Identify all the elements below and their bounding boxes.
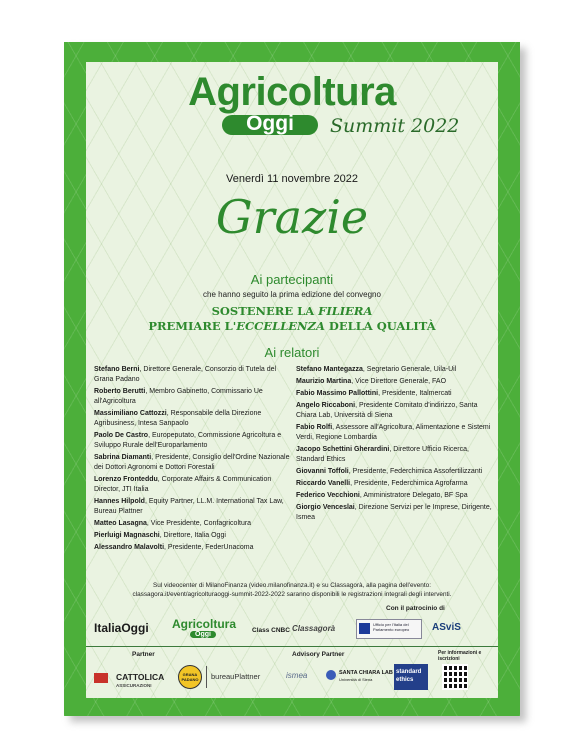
speaker-role: , Equity Partner, LL.M. International Tax Law, Bureau Plattner — [94, 498, 284, 515]
eu-flag-icon — [359, 623, 370, 634]
italiaoggi-logo: ItaliaOggi — [94, 621, 149, 635]
speaker-role: , Vice Presidente, Confagricoltura — [146, 520, 252, 527]
grana-logo-text: GRANA PADANO — [181, 672, 199, 682]
event-date: Venerdì 11 novembre 2022 — [226, 173, 358, 185]
speaker-role: , Presidente Comitato d'indirizzo, Santa Chiara Lab, Università di Siena — [296, 402, 478, 419]
speaker-item — [94, 531, 292, 541]
santa-chiara-icon — [326, 670, 336, 680]
speaker-name: Riccardo Vanelli — [296, 480, 351, 487]
speaker-item — [94, 497, 292, 517]
convention-line-1 — [86, 304, 498, 318]
speaker-name: Maurizio Martina — [296, 378, 352, 385]
santa-chiara-logo-sub: Università di Siena — [339, 677, 373, 682]
speakers-heading: Ai relatori — [264, 345, 320, 360]
speaker-name: Hannes Hilpold — [94, 498, 145, 505]
speaker-role: , Amministratore Delegato, BF Spa — [359, 492, 468, 499]
speaker-name: Roberto Berutti — [94, 388, 146, 395]
speaker-name: Lorenzo Fronteddu — [94, 476, 158, 483]
speaker-item — [94, 431, 292, 451]
asvis-logo: ASviS — [432, 622, 461, 633]
footer-line-1: Sul videocenter di MilanoFinanza (video.milanofinanza.it) e su Classagorà, alla pagina dell'evento: — [153, 582, 431, 589]
speaker-name: Pierluigi Magnaschi — [94, 532, 160, 539]
speaker-item — [296, 389, 494, 399]
agricoltura-logo: Agricoltura — [172, 617, 237, 631]
speaker-name: Angelo Riccaboni — [296, 402, 356, 409]
conv-text: PREMIARE L' — [148, 319, 237, 333]
eu-parliament-logo — [356, 619, 422, 639]
jti-logo-icon — [94, 673, 108, 683]
poster-panel — [86, 62, 498, 698]
grana-padano-logo — [178, 665, 202, 689]
speaker-role: , Presidente, FederUnacoma — [164, 544, 254, 551]
speaker-name: Giorgio Venceslai — [296, 504, 355, 511]
brand-subtitle: Oggi — [246, 112, 294, 135]
grazie-title: Grazie — [215, 190, 369, 244]
conv-text: SOSTENERE LA — [211, 304, 319, 318]
partner-divider — [206, 666, 207, 688]
speaker-item — [296, 467, 494, 477]
conv-emph: ECCELLENZA — [236, 319, 325, 333]
standard-ethics-logo — [394, 664, 428, 690]
speaker-role: , Vice Direttore Generale, FAO — [351, 378, 447, 385]
speaker-name: Alessandro Malavolti — [94, 544, 165, 551]
speaker-item — [296, 423, 494, 443]
cattolica-logo-sub: ASSICURAZIONI — [116, 683, 152, 688]
convention-line-2 — [86, 319, 498, 333]
qr-code[interactable] — [442, 664, 468, 690]
info-label: Per informazioni e iscrizioni — [438, 650, 482, 662]
speaker-item — [296, 445, 494, 465]
speaker-role: , Assessore all'Agricoltura, Alimentazione e Sistemi Verdi, Regione Lombardia — [296, 424, 491, 441]
participants-heading: Ai partecipanti — [250, 272, 334, 287]
speaker-item — [94, 387, 292, 407]
speaker-item — [94, 453, 292, 473]
patrocinio-label: Con il patrocinio di — [386, 605, 445, 612]
speakers-right-column — [296, 365, 494, 525]
speaker-name: Massimiliano Cattozzi — [94, 410, 167, 417]
speaker-name: Paolo De Castro — [94, 432, 149, 439]
speaker-item — [94, 519, 292, 529]
speaker-item — [94, 543, 292, 553]
conv-text: DELLA QUALITÀ — [324, 319, 436, 333]
speaker-role: , Corporate Affairs & Communication Director, JTI Italia — [94, 476, 272, 493]
standard-ethics-text: standard ethics — [396, 669, 422, 683]
class-cnbc-logo: Class CNBC — [252, 627, 290, 634]
speaker-role: , Europeputato, Commissione Agricoltura e Sviluppo Rurale dell'Europarlamento — [94, 432, 282, 449]
speaker-item — [296, 377, 494, 387]
santa-chiara-logo: SANTA CHIARA LAB — [339, 670, 393, 676]
speakers-left-column — [94, 365, 292, 555]
footer-note — [86, 581, 498, 599]
speaker-item — [94, 475, 292, 495]
poster — [64, 42, 520, 716]
speaker-item — [296, 479, 494, 489]
speaker-item — [94, 409, 292, 429]
divider-line — [86, 646, 498, 647]
footer-line-2: classagora.it/event/agricolturaoggi-summit-2022-2022 saranno disponibili le registrazioni integrali degli interventi. — [132, 591, 452, 598]
speaker-name: Sabrina Diamanti — [94, 454, 152, 461]
summit-label: Summit 2022 — [330, 115, 460, 137]
speaker-name: Jacopo Schettini Gherardini — [296, 446, 390, 453]
eu-logo-text: Ufficio per l'Italia del Parlamento europeo — [373, 622, 410, 632]
ismea-logo: ismea — [286, 671, 308, 680]
speaker-role: , Direzione Servizi per le Imprese, Dirigente, Ismea — [296, 504, 492, 521]
speaker-name: Federico Vecchioni — [296, 492, 360, 499]
speaker-role: , Presidente, Federchimica Agrofarma — [350, 480, 468, 487]
speaker-role: , Direttore Ufficio Ricerca, Standard Ethics — [296, 446, 469, 463]
speaker-item — [296, 365, 494, 375]
speaker-role: , Presidente, Consiglio dell'Ordine Nazionale dei Dottori Agronomi e Dottori Forestali — [94, 454, 290, 471]
speaker-name: Stefano Berni — [94, 366, 140, 373]
cattolica-logo: CATTOLICA — [116, 672, 165, 682]
speaker-role: , Membro Gabinetto, Commissario Ue all'Agricoltura — [94, 388, 263, 405]
agricoltura-logo-sub: Oggi — [190, 631, 216, 638]
bureau-plattner-logo: bureauPlattner — [211, 672, 261, 681]
participants-subtitle: che hanno seguito la prima edizione del convegno — [203, 290, 381, 299]
speaker-name: Matteo Lasagna — [94, 520, 147, 527]
brand-title: Agricoltura — [188, 70, 396, 114]
classagora-logo: Classagorà — [292, 624, 336, 633]
speaker-role: , Presidente, Federchimica Assofertilizzanti — [348, 468, 483, 475]
speaker-role: , Direttore Generale, Consorzio di Tutela del Grana Padano — [94, 366, 277, 383]
speaker-role: , Presidente, Italmercati — [378, 390, 452, 397]
speaker-role: , Direttore, Italia Oggi — [159, 532, 226, 539]
speaker-name: Stefano Mantegazza — [296, 366, 363, 373]
speaker-name: Giovanni Toffoli — [296, 468, 349, 475]
conv-emph: FILIERA — [318, 304, 373, 318]
speaker-name: Fabio Massimo Pallottini — [296, 390, 379, 397]
speaker-item — [296, 491, 494, 501]
speaker-item — [94, 365, 292, 385]
speaker-item — [296, 503, 494, 523]
speaker-role: , Responsabile della Direzione Agribusiness, Intesa Sanpaolo — [94, 410, 262, 427]
speaker-role: , Segretario Generale, Uila-Uil — [362, 366, 457, 373]
advisory-label: Advisory Partner — [292, 651, 345, 658]
partner-label: Partner — [132, 651, 155, 658]
speaker-name: Fabio Rolfi — [296, 424, 333, 431]
speaker-item — [296, 401, 494, 421]
